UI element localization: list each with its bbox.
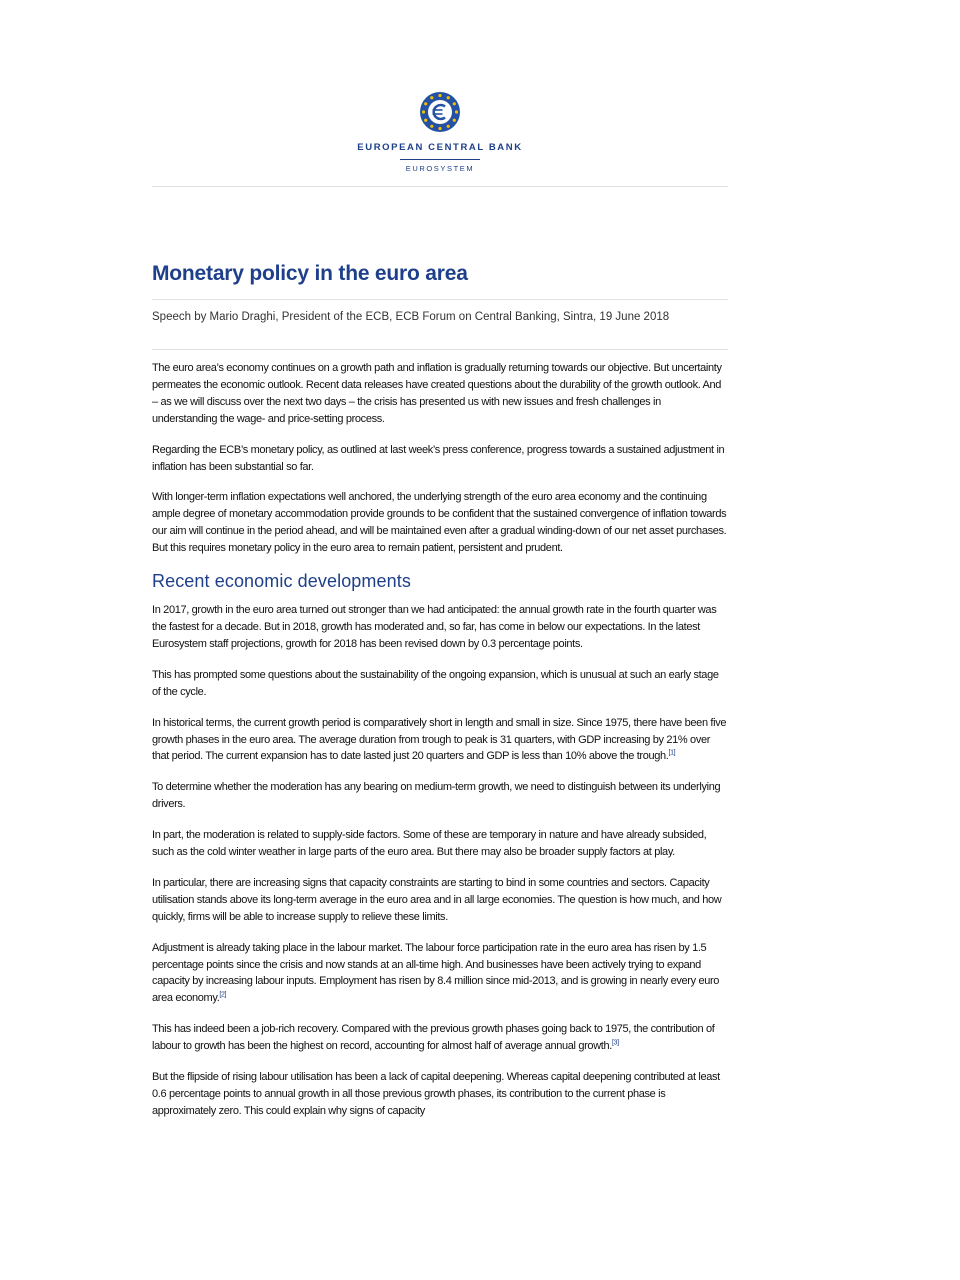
section-heading: Recent economic developments [152, 571, 411, 592]
paragraph: In particular, there are increasing signs that capacity constraints are starting to bind in some countries and sectors. Capacity utilisation stands above its long-term average in the euro area and in all large economies. The question is how much, and how quickly, firms will be able to increase supply to relieve these limits. [152, 876, 722, 923]
ecb-logo[interactable] [352, 90, 528, 173]
paragraph-text: This has indeed been a job-rich recovery. Compared with the previous growth phases going back to 1975, the contribution of labour to growth has been the highest on record, accounting for almost half of average annual growth. [152, 1023, 715, 1053]
header-divider [152, 186, 728, 187]
paragraph-with-footnote [152, 1021, 728, 1055]
paragraph-with-footnote [152, 940, 728, 1008]
logo-divider [400, 159, 480, 160]
footnote-link[interactable]: [3] [611, 1039, 619, 1047]
paragraph-text: Adjustment is already taking place in the labour market. The labour force participation rate in the euro area has risen by 1.5 percentage points since the crisis and now stands at an all-time high. And businesses have been actively trying to expand capacity by increasing labour inputs. Employment has risen by 8.4 million since mid-2013, and is growing in nearly every euro area economy. [152, 941, 720, 1005]
paragraph: In part, the moderation is related to supply-side factors. Some of these are temporary in nature and have already subsided, such as the cold winter weather in large parts of the euro area. But there may also be broader supply factors at play. [152, 829, 707, 859]
paragraph: In 2017, growth in the euro area turned out stronger than we had anticipated: the annual growth rate in the fourth quarter was the fastest for a decade. But in 2018, growth has moderated and, so far, has come in below our expectations. In the latest Eurosystem staff projections, growth for 2018 has been revised down by 0.3 percentage points. [152, 604, 717, 650]
paragraph: To determine whether the moderation has any bearing on medium-term growth, we need to distinguish between its underlying drivers. [152, 781, 721, 811]
footnote-link[interactable]: [1] [668, 749, 676, 757]
speech-byline: Speech by Mario Draghi, President of the ECB, ECB Forum on Central Banking, Sintra, 19 June 2018 [152, 311, 670, 323]
logo-subtitle: EUROSYSTEM [405, 164, 475, 173]
paragraph: But the flipside of rising labour utilisation has been a lack of capital deepening. Whereas capital deepening contributed at least 0.6 percentage points to annual growth in all those previous growth phases, its contribution to the current phase is approximately zero. This could explain why signs of capacity [152, 1071, 720, 1117]
paragraph: The euro area’s economy continues on a growth path and inflation is gradually returning towards our objective. But uncertainty permeates the economic outlook. Recent data releases have created questions about the durability of the growth outlook. And – as we will discuss over the next two days – the crisis has presented us with new issues and fresh challenges in understanding the wage- and price-setting process. [152, 362, 722, 425]
page-title: Monetary policy in the euro area [152, 262, 468, 285]
footnote-link[interactable]: [2] [219, 991, 227, 999]
euro-star-icon [418, 90, 462, 134]
logo-bank-name: EUROPEAN CENTRAL BANK [357, 142, 523, 153]
paragraph-text: In historical terms, the current growth period is comparatively short in length and small in size. Since 1975, there have been five growth phases in the euro area. The average duration from trough to peak is 31 quarters, with GDP increasing by 21% over that period. The current expansion has to date lasted just 20 quarters and GDP is less than 10% above the trough. [152, 716, 727, 763]
paragraph: With longer-term inflation expectations well anchored, the underlying strength of the euro area economy and the continuing ample degree of monetary accommodation provide grounds to be confident that the sustained convergence of inflation towards our aim will continue in the period ahead, and will be maintained even after a gradual winding-down of our net asset purchases. But this requires monetary policy in the euro area to remain patient, persistent and prudent. [152, 491, 727, 555]
paragraph: Regarding the ECB’s monetary policy, as outlined at last week’s press conference, progress towards a sustained adjustment in inflation has been substantial so far. [152, 443, 725, 473]
title-divider [152, 299, 728, 300]
paragraph: This has prompted some questions about the sustainability of the ongoing expansion, which is unusual at such an early stage of the cycle. [152, 668, 719, 698]
byline-divider [152, 349, 728, 350]
speech-body [152, 360, 728, 1134]
paragraph-with-footnote [152, 715, 728, 766]
